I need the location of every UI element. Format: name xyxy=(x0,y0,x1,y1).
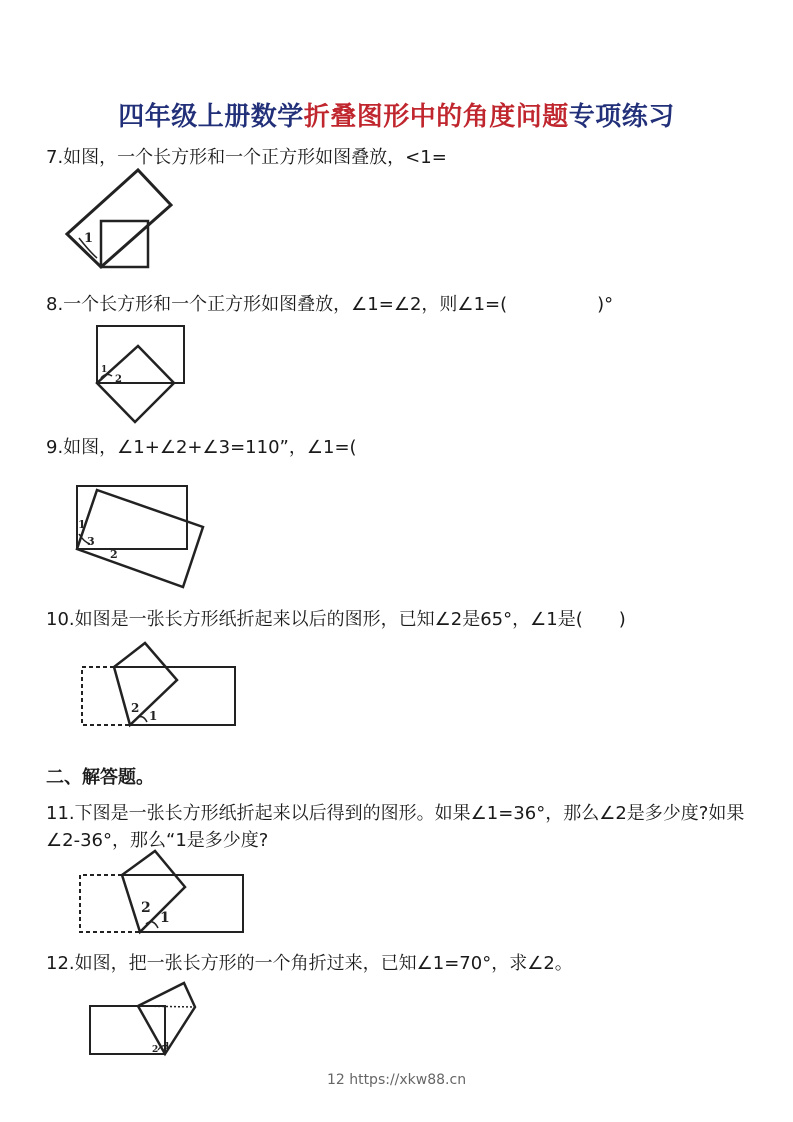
figure-11-label-2: 2 xyxy=(141,900,151,916)
question-8-text: 8.一个长方形和一个正方形如图叠放，∠1=∠2，则∠1=( )° xyxy=(46,294,614,315)
figure-9-label-3: 3 xyxy=(87,535,95,548)
figure-12-label-1: 1 xyxy=(164,1042,171,1052)
figure-11-label-1: 1 xyxy=(160,910,170,926)
question-12-text: 12.如图，把一张长方形的一个角折过来，已知∠1=70°，求∠2。 xyxy=(46,953,573,974)
section-heading: 二、解答题。 xyxy=(46,767,154,788)
figure-9-label-1: 1 xyxy=(78,518,86,531)
question-7-text: 7.如图，一个长方形和一个正方形如图叠放，<1= xyxy=(46,147,447,168)
figure-9-label-2: 2 xyxy=(110,548,118,561)
page-footer: 12 https://xkw88.cn xyxy=(326,1072,467,1088)
figure-10-label-1: 1 xyxy=(149,709,158,723)
figure-10-label-2: 2 xyxy=(131,701,140,715)
title-part3: 专项练习 xyxy=(568,102,675,132)
figure-12-label-2: 2 xyxy=(152,1045,159,1055)
question-10-text: 10.如图是一张长方形纸折起来以后的图形，已知∠2是65°，∠1是( ) xyxy=(46,609,626,630)
question-9-text: 9.如图，∠1+∠2+∠3=110”，∠1=( xyxy=(46,437,357,458)
figure-8-label-2: 2 xyxy=(115,374,122,385)
title-part1: 四年级上册数学 xyxy=(118,102,304,132)
question-11-text: 11.下图是一张长方形纸折起来以后得到的图形。如果∠1=36°，那么∠2是多少度?如果∠2-36°，那么“1是多少度? xyxy=(46,803,745,851)
title-part2: 折叠图形中的角度问题 xyxy=(303,102,569,132)
figure-8-label-1: 1 xyxy=(101,365,108,375)
figure-7-label-1: 1 xyxy=(84,231,94,246)
